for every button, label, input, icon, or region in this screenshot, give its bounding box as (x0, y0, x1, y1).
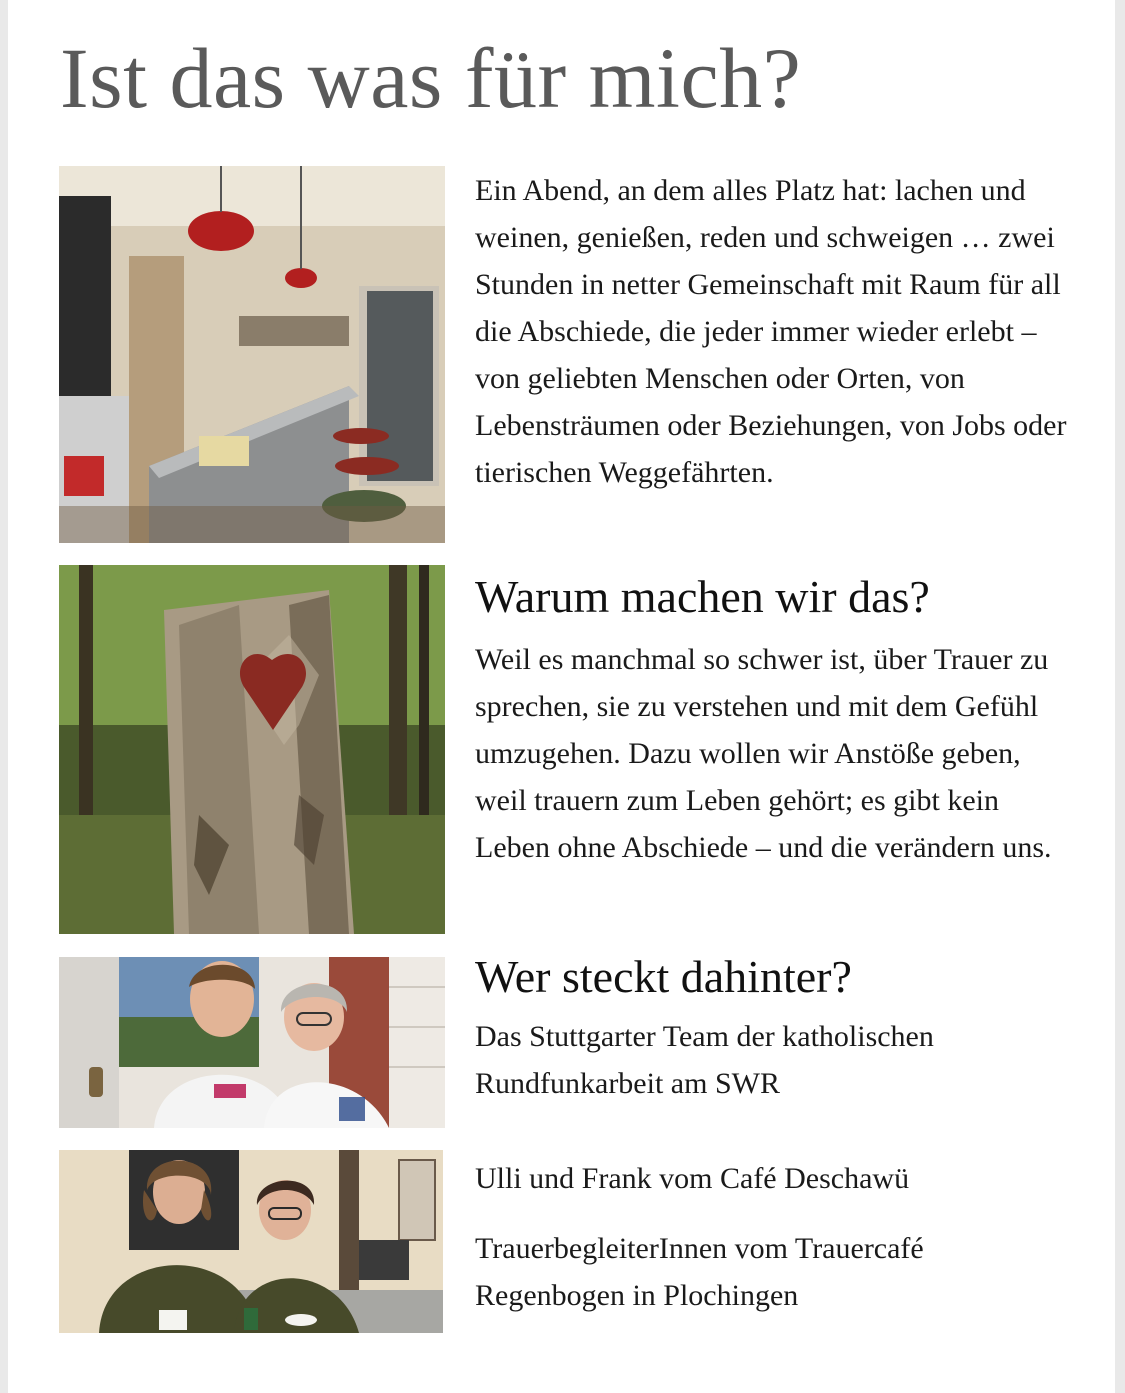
page-title: Ist das was für mich? (60, 30, 802, 126)
cafe-hosts-photo (59, 1150, 443, 1333)
tree-stump-heart-photo (59, 565, 445, 934)
why-heading: Warum machen wir das? (475, 571, 930, 622)
cafe-deschawu-line: Ulli und Frank vom Café Deschawü (475, 1162, 910, 1195)
hosts-text-block (475, 1155, 1075, 1319)
why-text-block (475, 568, 1075, 871)
intro-text-block (475, 167, 1075, 496)
who-text-block (475, 948, 1075, 1107)
who-paragraph: Das Stuttgarter Team der katholischen Rundfunkarbeit am SWR (475, 1020, 934, 1100)
who-heading: Wer steckt dahinter? (475, 951, 852, 1002)
intro-paragraph: Ein Abend, an dem alles Platz hat: lachen und weinen, genießen, reden und schweigen … zwei Stunden in netter Gemeinschaft mit Raum für all die Abschiede, die jeder immer wieder erlebt – von geliebten Menschen oder Orten, von Lebensträumen oder Beziehungen, von Jobs oder tierischen Weggefährten. (475, 174, 1067, 489)
swr-team-photo (59, 957, 445, 1128)
why-paragraph: Weil es manchmal so schwer ist, über Trauer zu sprechen, sie zu verstehen und mit dem Gefühl umzugehen. Dazu wollen wir Anstöße geben, weil trauern zum Leben gehört; es gibt kein Leben ohne Abschiede – und die verändern uns. (475, 643, 1052, 864)
cafe-interior-photo (59, 166, 445, 543)
trauercafe-line: TrauerbegleiterInnen vom Trauercafé Regenbogen in Plochingen (475, 1232, 924, 1312)
flyer-page (8, 0, 1115, 1393)
